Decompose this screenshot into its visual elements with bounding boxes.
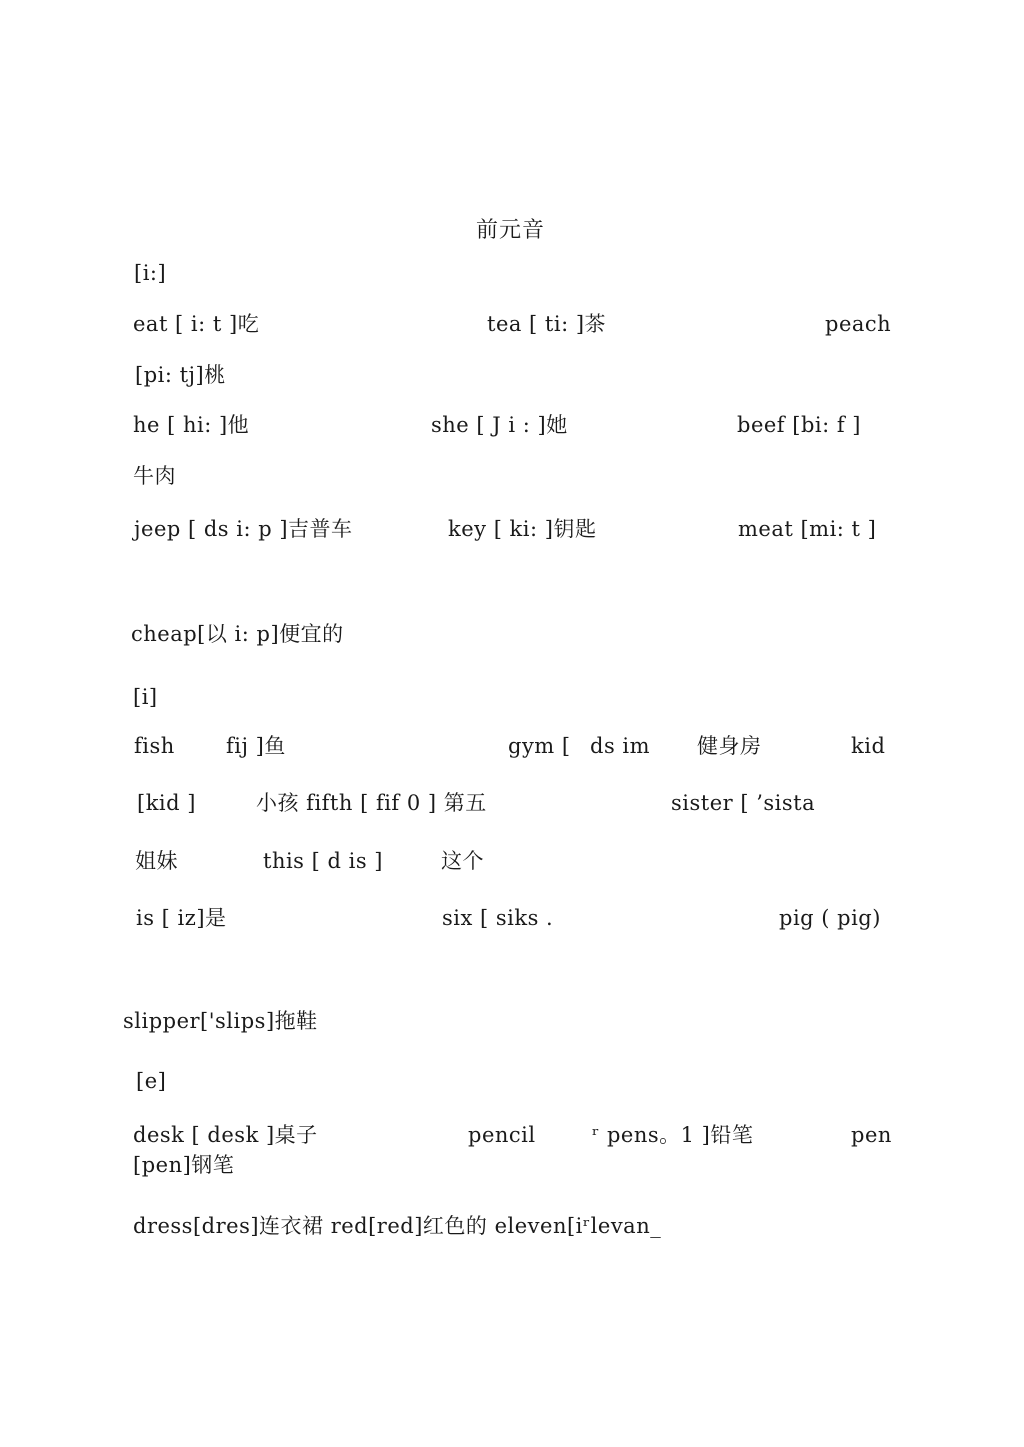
vocab-entry-kid: kid bbox=[851, 734, 886, 758]
phonetic-heading-i-short: [i] bbox=[133, 685, 158, 709]
vocab-entry-this: this [ d is ] bbox=[263, 849, 383, 873]
vocab-entry-gym-meaning: 健身房 bbox=[697, 734, 762, 758]
vocab-entry-desk: desk [ desk ]桌子 bbox=[133, 1123, 318, 1147]
vocab-entry-sister: sister [ ’sista bbox=[671, 791, 816, 815]
vocab-entry-he: he [ hi: ]他 bbox=[133, 413, 250, 437]
vocab-entry-jeep: jeep [ ds i: p ]吉普车 bbox=[134, 517, 353, 541]
vocab-entry-slipper: slipper['slips]拖鞋 bbox=[123, 1009, 318, 1033]
vocab-entry-eat: eat [ i: t ]吃 bbox=[133, 312, 260, 336]
vocab-entry-pen: pen bbox=[851, 1123, 892, 1147]
vocab-entry-dress-red-eleven: dress[dres]连衣裙 red[red]红色的 eleven[iʳlevan_ bbox=[133, 1214, 662, 1238]
vocab-entry-pen-phonetic: [pen]钢笔 bbox=[133, 1153, 235, 1177]
page-title: 前元音 bbox=[476, 218, 546, 243]
vocab-entry-meat: meat [mi: t ] bbox=[738, 517, 877, 541]
phonetic-heading-i-long: [i:] bbox=[134, 261, 167, 285]
vocab-entry-this-meaning: 这个 bbox=[441, 849, 484, 873]
vocab-entry-cheap: cheap[以 i: p]便宜的 bbox=[131, 622, 344, 646]
vocab-entry-gym: gym [ bbox=[508, 734, 571, 758]
vocab-entry-peach-phonetic: [pi: tj]桃 bbox=[135, 363, 226, 387]
vocab-entry-beef-meaning: 牛肉 bbox=[133, 464, 176, 488]
vocab-entry-six: six [ siks . bbox=[442, 906, 554, 930]
vocab-entry-sister-meaning: 姐妹 bbox=[135, 849, 178, 873]
vocab-entry-tea: tea [ ti: ]茶 bbox=[487, 312, 607, 336]
vocab-entry-she: she [ J i : ]她 bbox=[431, 413, 568, 437]
vocab-entry-key: key [ ki: ]钥匙 bbox=[448, 517, 597, 541]
vocab-entry-fifth: 小孩 fifth [ fif 0 ] 第五 bbox=[256, 791, 487, 815]
vocab-entry-peach: peach bbox=[825, 312, 892, 336]
vocab-entry-pencil-phonetic: ʳ pens。1 ]铅笔 bbox=[592, 1123, 754, 1147]
phonetic-heading-e: [e] bbox=[136, 1069, 167, 1093]
vocab-entry-pencil: pencil bbox=[468, 1123, 536, 1147]
vocab-entry-fish-phonetic: fij ]鱼 bbox=[226, 734, 286, 758]
vocab-entry-beef: beef [bi: f ] bbox=[737, 413, 861, 437]
vocab-entry-is: is [ iz]是 bbox=[136, 906, 227, 930]
vocab-entry-fish: fish bbox=[134, 734, 175, 758]
vocab-entry-kid-phonetic: [kid ] bbox=[137, 791, 196, 815]
vocab-entry-pig: pig ( pig) bbox=[779, 906, 881, 930]
vocab-entry-gym-phonetic: ds im bbox=[590, 734, 651, 758]
